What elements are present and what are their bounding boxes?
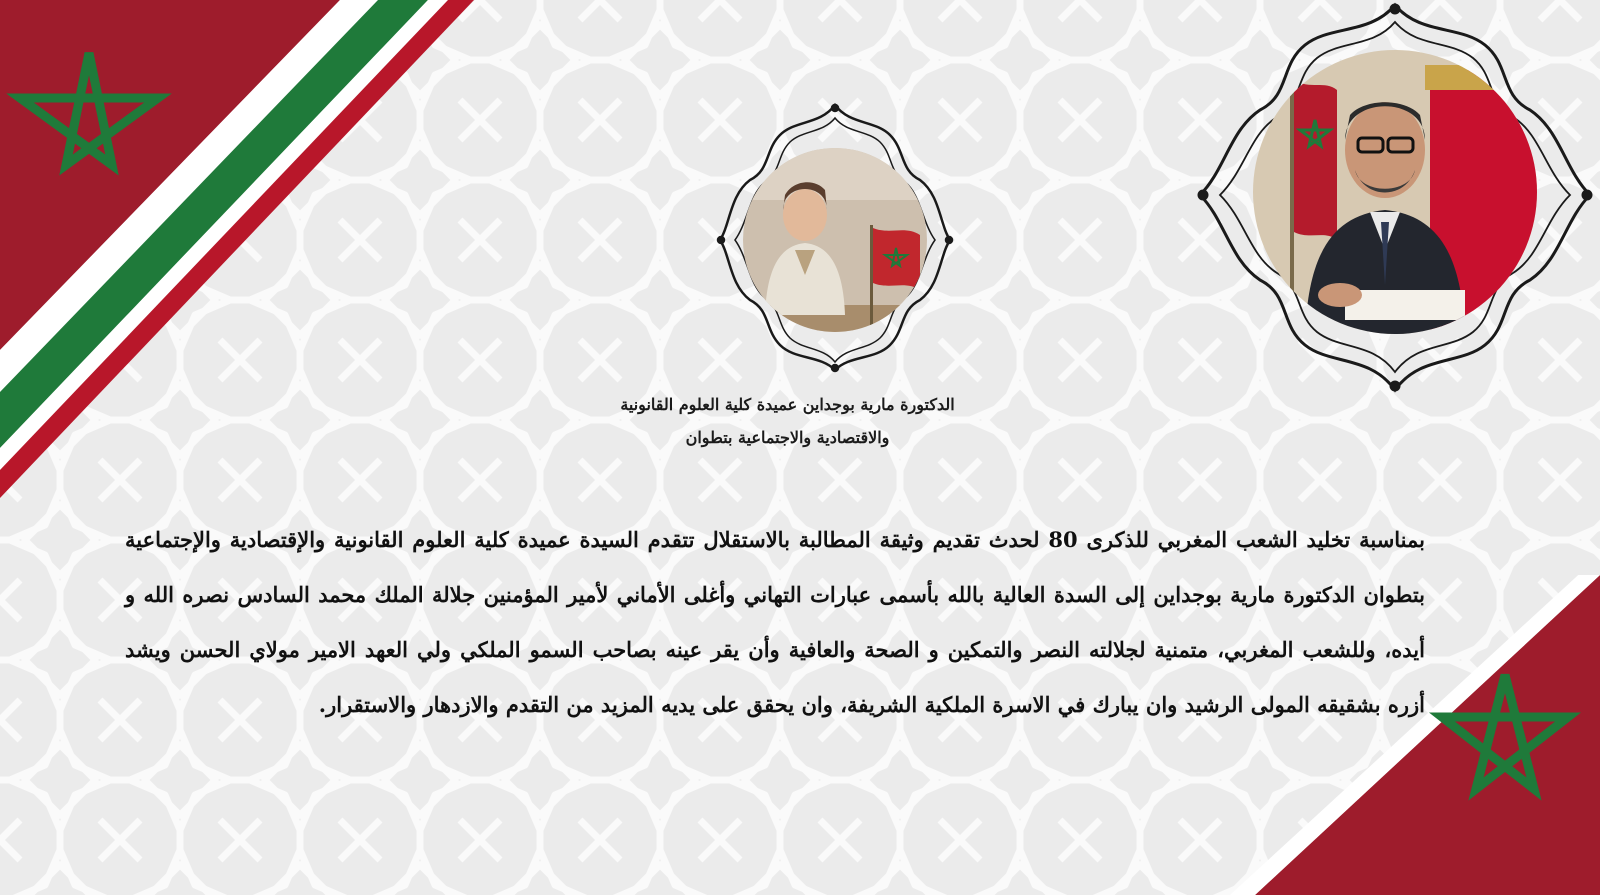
- king-portrait-frame: [1195, 0, 1600, 400]
- king-portrait-photo: [1250, 50, 1545, 340]
- dean-caption-line-1: الدكتورة مارية بوجداين عميدة كلية العلوم القانونية: [620, 395, 955, 414]
- dean-caption-line-2: والاقتصادية والاجتماعية بتطوان: [685, 428, 890, 447]
- dean-caption: [560, 388, 1015, 454]
- dean-portrait-frame: [715, 100, 955, 375]
- flag-corner-top-left: [0, 0, 480, 500]
- congratulatory-message: بمناسبة تخليد الشعب المغربي للذكرى 80 لحدث تقديم وثيقة المطالبة بالاستقلال تتقدم السيدة عميدة كلية العلوم القانونية والإقتصادية والإجتماعية بتطوان الدكتورة مارية بوجداين إلى السدة العالية بالله بأسمى عبارات التهاني وأغلى الأماني لأمير المؤمنين جلالة الملك محمد السادس نصره الله و أيده، وللشعب المغربي، متمنية لجلالته النصر والتمكين و الصحة والعافية وأن يقر عينه بصاحب السمو الملكي ولي العهد الامير مولاي الحسن ويشد أزره بشقيقه المولى الرشيد وان يبارك في الاسرة الملكية الشريفة، وان يحقق على يديه المزيد من التقدم والازدهار والاستقرار.: [125, 527, 1426, 717]
